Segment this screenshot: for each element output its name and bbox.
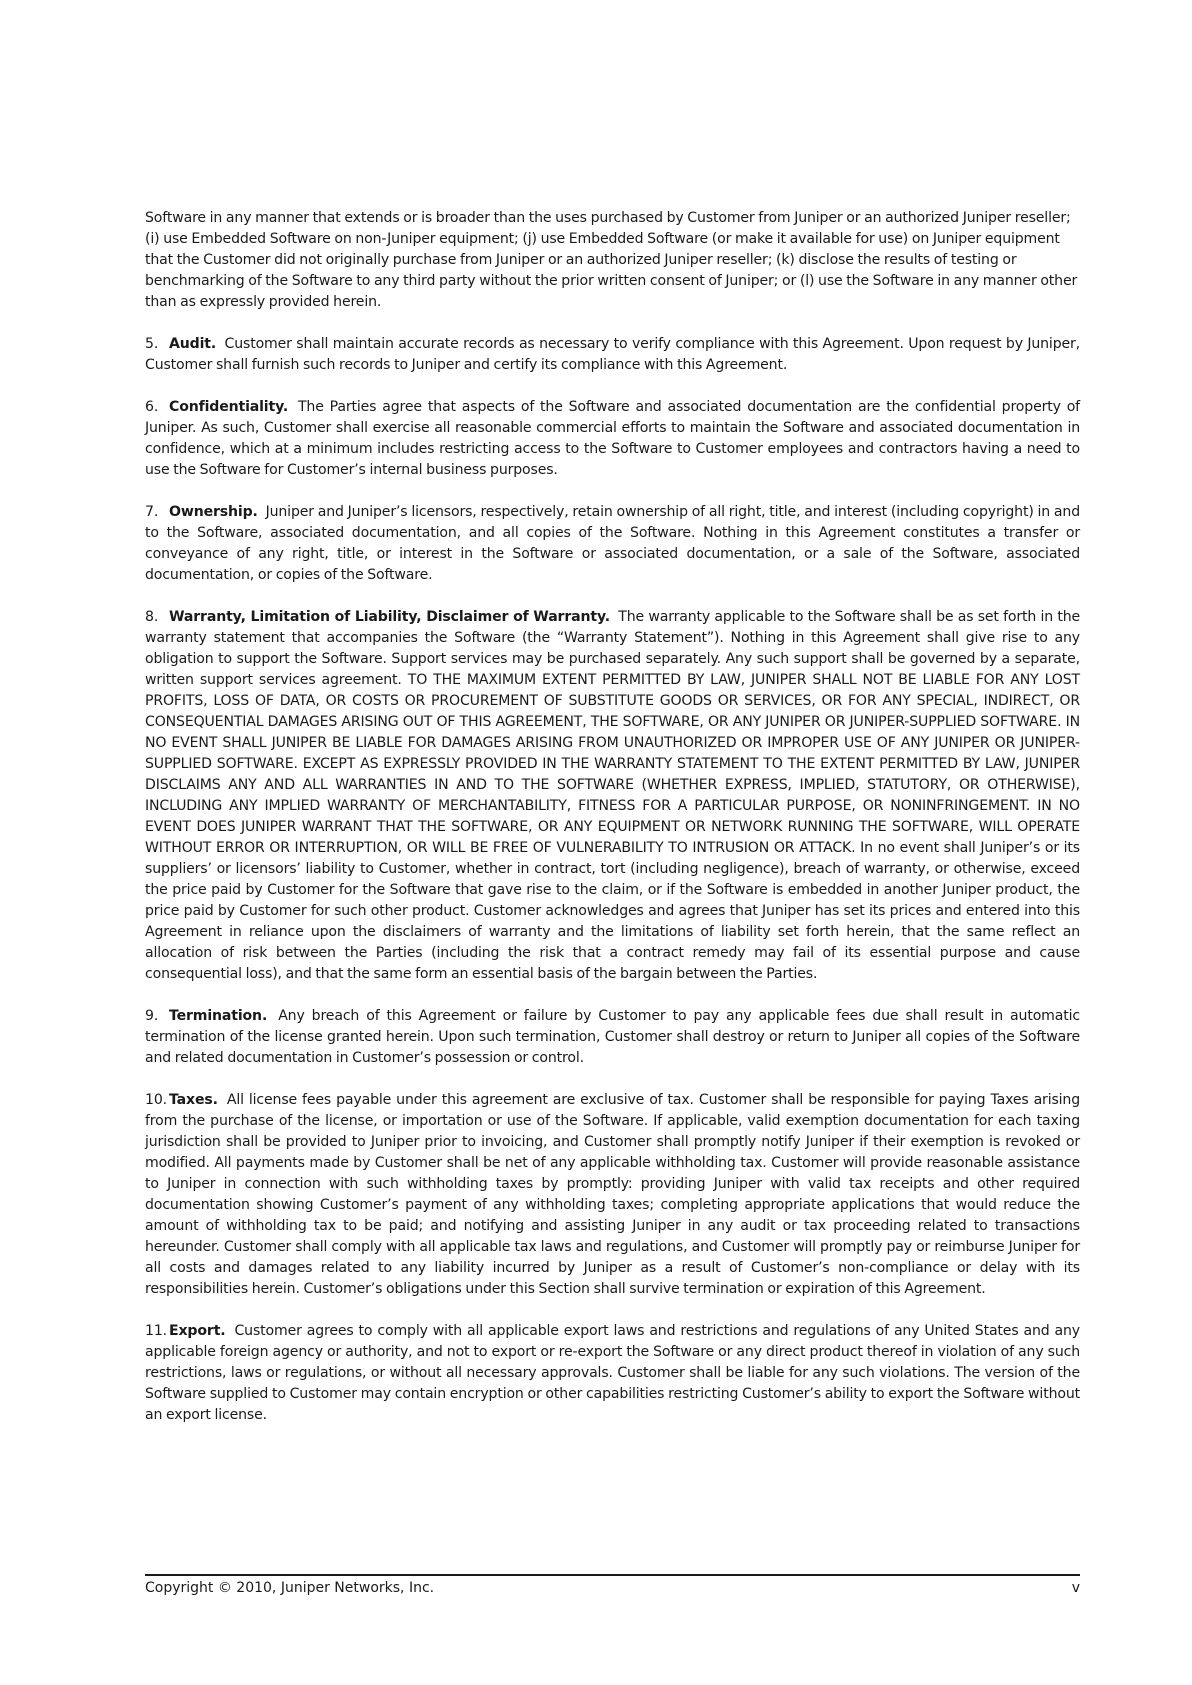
section-number: 6. (145, 399, 159, 415)
section-heading: Taxes. (169, 1092, 218, 1108)
section-warranty (145, 607, 1080, 985)
copyright-notice: Copyright © 2010, Juniper Networks, Inc. (145, 1580, 435, 1596)
section-text: Juniper and Juniper’s licensors, respectively, retain ownership of all right, title, and interest (including copyright) in and to the Software, associated documentation, and all copies of the Software. Nothing in this Agreement constitutes a transfer or conveyance of any right, title, or interest in the Software or associated documentation, or a sale of the Software, associated documentation, or copies of the Software. (145, 504, 1080, 583)
section-ownership (145, 502, 1080, 586)
section-export (145, 1321, 1080, 1426)
section-taxes (145, 1090, 1080, 1300)
page-number: v (1071, 1580, 1080, 1596)
section-text: The warranty applicable to the Software shall be as set forth in the warranty statement that accompanies the Software (the “Warranty Statement”). Nothing in this Agreement shall give rise to any obligation to support the Software. Support services may be purchased separately. Any such support shall be governed by a separate, written support services agreement. TO THE MAXIMUM EXTENT PERMITTED BY LAW, JUNIPER SHALL NOT BE LIABLE FOR ANY LOST PROFITS, LOSS OF DATA, OR COSTS OR PROCUREMENT OF SUBSTITUTE GOODS OR SERVICES, OR FOR ANY SPECIAL, INDIRECT, OR CONSEQUENTIAL DAMAGES ARISING OUT OF THIS AGREEMENT, THE SOFTWARE, OR ANY JUNIPER OR JUNIPER-SUPPLIED SOFTWARE. IN NO EVENT SHALL JUNIPER BE LIABLE FOR DAMAGES ARISING FROM UNAUTHORIZED OR IMPROPER USE OF ANY JUNIPER OR JUNIPER-SUPPLIED SOFTWARE. EXCEPT AS EXPRESSLY PROVIDED IN THE WARRANTY STATEMENT TO THE EXTENT PERMITTED BY LAW, JUNIPER DISCLAIMS ANY AND ALL WARRANTIES IN AND TO THE SOFTWARE (WHETHER EXPRESS, IMPLIED, STATUTORY, OR OTHERWISE), INCLUDING ANY IMPLIED WARRANTY OF MERCHANTABILITY, FITNESS FOR A PARTICULAR PURPOSE, OR NONINFRINGEMENT. IN NO EVENT DOES JUNIPER WARRANT THAT THE SOFTWARE, OR ANY EQUIPMENT OR NETWORK RUNNING THE SOFTWARE, WILL OPERATE WITHOUT ERROR OR INTERRUPTION, OR WILL BE FREE OF VULNERABILITY TO INTRUSION OR ATTACK. In no event shall Juniper’s or its suppliers’ or licensors’ liability to Customer, whether in contract, tort (including negligence), breach of warranty, or otherwise, exceed the price paid by Customer for the Software that gave rise to the claim, or if the Software is embedded in another Juniper product, the price paid by Customer for such other product. Customer acknowledges and agrees that Juniper has set its prices and entered into this Agreement in reliance upon the disclaimers of warranty and the limitations of liability set forth herein, that the same reflect an allocation of risk between the Parties (including the risk that a contract remedy may fail of its essential purpose and cause consequential loss), and that the same form an essential basis of the bargain between the Parties. (145, 609, 1080, 982)
page-footer (145, 1578, 1080, 1600)
intro-paragraph: Software in any manner that extends or is broader than the uses purchased by Customer from Juniper or an authorized Juniper reseller; (i) use Embedded Software on non-Juniper equipment; (j) use Embedded Software (or make it available for use) on Juniper equipment that the Customer did not originally purchase from Juniper or an authorized Juniper reseller; (k) disclose the results of testing or benchmarking of the Software to any third party without the prior written consent of Juniper; or (l) use the Software in any manner other than as expressly provided herein. (145, 210, 1078, 310)
section-termination (145, 1006, 1080, 1069)
section-text: The Parties agree that aspects of the Software and associated documentation are the confidential property of Juniper. As such, Customer shall exercise all reasonable commercial efforts to maintain the Software and associated documentation in confidence, which at a minimum includes restricting access to the Software to Customer employees and contractors having a need to use the Software for Customer’s internal business purposes. (145, 399, 1080, 478)
section-number: 11. (145, 1323, 167, 1339)
footer-divider (145, 1574, 1080, 1576)
section-text: Customer shall maintain accurate records as necessary to verify compliance with this Agreement. Upon request by Juniper, Customer shall furnish such records to Juniper and certify its compliance with this Agreement. (145, 336, 1080, 373)
section-heading: Termination. (169, 1008, 268, 1024)
document-body (145, 208, 1080, 1447)
section-heading: Ownership. (169, 504, 258, 520)
section-heading: Audit. (169, 336, 217, 352)
section-text: Any breach of this Agreement or failure by Customer to pay any applicable fees due shall result in automatic termination of the license granted herein. Upon such termination, Customer shall destroy or return to Juniper all copies of the Software and related documentation in Customer’s possession or control. (145, 1008, 1080, 1066)
section-number: 5. (145, 336, 159, 352)
section-text: Customer agrees to comply with all applicable export laws and restrictions and regulations of any United States and any applicable foreign agency or authority, and not to export or re-export the Software or any direct product thereof in violation of any such restrictions, laws or regulations, or without all necessary approvals. Customer shall be liable for any such violations. The version of the Software supplied to Customer may contain encryption or other capabilities restricting Customer’s ability to export the Software without an export license. (145, 1323, 1080, 1423)
section-text: All license fees payable under this agreement are exclusive of tax. Customer shall be responsible for paying Taxes arising from the purchase of the license, or importation or use of the Software. If applicable, valid exemption documentation for each taxing jurisdiction shall be provided to Juniper prior to invoicing, and Customer shall promptly notify Juniper if their exemption is revoked or modified. All payments made by Customer shall be net of any applicable withholding tax. Customer will provide reasonable assistance to Juniper in connection with such withholding taxes by promptly: providing Juniper with valid tax receipts and other required documentation showing Customer’s payment of any withholding taxes; completing appropriate applications that would reduce the amount of withholding tax to be paid; and notifying and assisting Juniper in any audit or tax proceeding related to transactions hereunder. Customer shall comply with all applicable tax laws and regulations, and Customer will promptly pay or reimburse Juniper for all costs and damages related to any liability incurred by Juniper as a result of Customer’s non-compliance or delay with its responsibilities herein. Customer’s obligations under this Section shall survive termination or expiration of this Agreement. (145, 1092, 1081, 1297)
section-confidentiality (145, 397, 1080, 481)
section-audit (145, 334, 1080, 376)
section-number: 7. (145, 504, 159, 520)
section-number: 8. (145, 609, 159, 625)
section-heading: Warranty, Limitation of Liability, Disclaimer of Warranty. (169, 609, 610, 625)
section-heading: Export. (169, 1323, 226, 1339)
section-heading: Confidentiality. (169, 399, 289, 415)
section-number: 10. (145, 1092, 167, 1108)
section-number: 9. (145, 1008, 159, 1024)
